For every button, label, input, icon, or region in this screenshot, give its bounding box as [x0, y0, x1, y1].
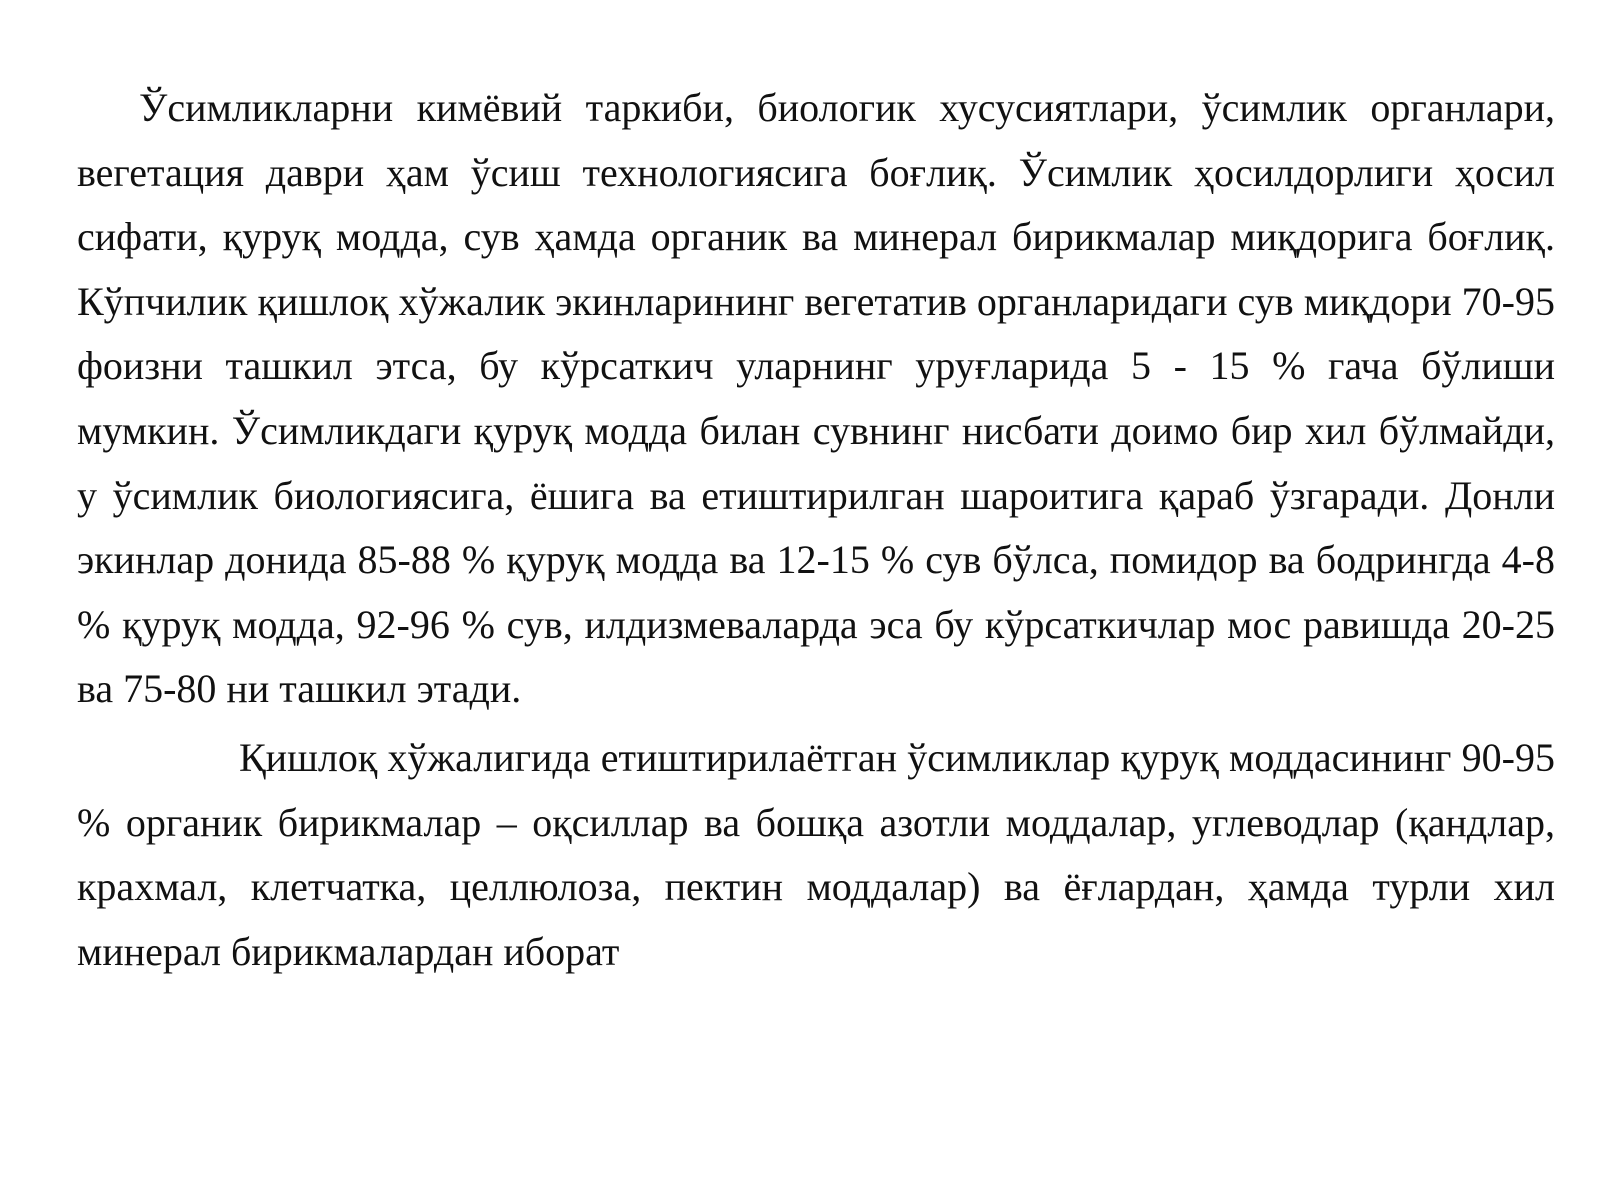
paragraph-plant-composition: Ўсимликларни кимёвий таркиби, биологик хусусиятлари, ўсимлик органлари, вегетация даври ҳам ўсиш технологиясига боғлиқ. Ўсимлик ҳосилдорлиги ҳосил сифати, қуруқ модда, сув ҳамда органик ва минерал бирикмалар миқдорига боғлиқ. Кўпчилик қишлоқ хўжалик экинларининг вегетатив органларидаги сув миқдори 70-95 фоизни ташкил этса, бу кўрсаткич уларнинг уруғларида 5 - 15 % гача бўлиши мумкин. Ўсимликдаги қуруқ модда билан сувнинг нисбати доимо бир хил бўлмайди, у ўсимлик биологиясига, ёшига ва етиштирилган шароитига қараб ўзгаради. Донли экинлар донида 85-88 % қуруқ модда ва 12-15 % сув бўлса, помидор ва бодрингда 4-8 % қуруқ модда, 92-96 % сув, илдизмеваларда эса бу кўрсаткичлар мос равишда 20-25 ва 75-80 ни ташкил этади. — [77, 85, 1555, 712]
paragraph-dry-matter: Қишлоқ хўжалигида етиштирилаётган ўсимликлар қуруқ моддасининг 90-95 % органик бирикмалар – оқсиллар ва бошқа азотли моддалар, углеводлар (қандлар, крахмал, клетчатка, целлюлоза, пектин моддалар) ва ёғлардан, ҳамда турли хил минерал бирикмалардан иборат — [77, 734, 1555, 974]
document-body — [77, 76, 1555, 984]
